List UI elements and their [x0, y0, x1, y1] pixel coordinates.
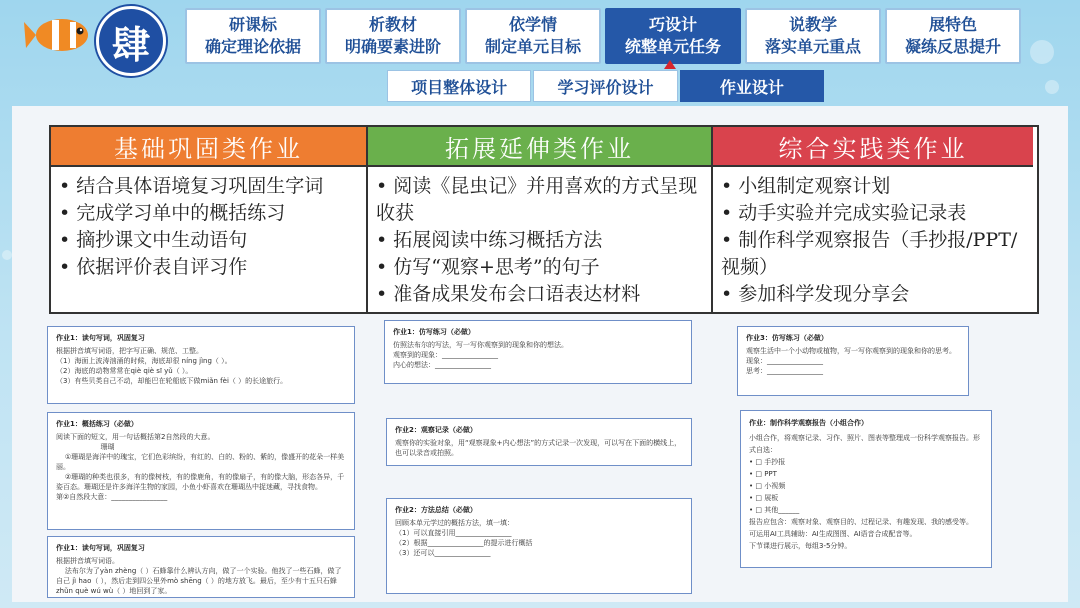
card-line: 观察生活中一个小动物或植物，写一写你观察到的现象和你的思考。: [746, 347, 956, 355]
subtab-homework-design[interactable]: 作业设计: [680, 70, 824, 102]
card-line: （2）海底的动物常常在qiè qiè sī yǔ（ ）。: [56, 367, 193, 375]
active-indicator-arrow-icon: [664, 60, 676, 69]
card-line: ②珊瑚的种类也很多，有的像树枝，有的像鹿角，有的像扇子，有的像大脑，形态各异，千姿百态。珊瑚还是许多海洋生物的家园，小鱼小虾喜欢在珊瑚丛中捉迷藏，寻找食物。: [56, 473, 345, 491]
worksheet-card: [386, 418, 692, 466]
list-item: • 小组制定观察计划: [721, 175, 891, 197]
list-item: • 准备成果发布会口语表达材料: [376, 283, 641, 305]
worksheet-card: [740, 410, 992, 568]
card-line: ①珊瑚是海洋中的瑰宝，它们色彩缤纷，有红的、白的、粉的、紫的，像盛开的花朵一样美丽。: [56, 453, 345, 471]
list-item: • 制作科学观察报告（手抄报/PPT/视频）: [721, 229, 1018, 278]
tab-title: 展特色: [928, 15, 977, 34]
card-line: 珊瑚: [56, 443, 115, 451]
card-line: • □ 小视频: [749, 482, 786, 490]
homework-table: [49, 125, 1039, 314]
bubble-decoration: [1045, 80, 1059, 94]
card-line: 阅读下面的短文，用一句话概括第2自然段的大意。: [56, 433, 215, 441]
bubble-decoration: [1030, 40, 1054, 64]
card-title: 作业1：读句写词，巩固复习: [56, 334, 145, 342]
tab-features[interactable]: [885, 8, 1021, 64]
card-line: 观察你的实验对象，用“观察现象+内心想法”的方式记录一次发现，可以写在下面的横线上，也可以录音或拍照。: [395, 439, 682, 457]
sub-navigation: [387, 70, 824, 102]
column-header: 综合实践类作业: [713, 127, 1033, 167]
subtab-project-design[interactable]: 项目整体设计: [387, 70, 531, 102]
tab-title: 研课标: [228, 15, 277, 34]
card-line: （3）还可以________________: [395, 549, 491, 557]
card-title: 作业2：方法总结（必做）: [395, 506, 477, 514]
card-line: 现象：________________: [746, 357, 823, 365]
card-line: • □ 手抄报: [749, 458, 786, 466]
chapter-badge: 肆: [96, 6, 166, 76]
tab-learner-analysis[interactable]: [465, 8, 601, 64]
card-line: 下节课进行展示，每组3-5分钟。: [749, 542, 852, 550]
card-title: 作业3：仿写练习（必做）: [746, 334, 828, 342]
card-line: 根据拼音填写词语。: [56, 557, 119, 565]
card-title: 作业：制作科学观察报告（小组合作）: [749, 419, 868, 427]
column-basic: [51, 127, 368, 312]
card-line: （3）有些贝类自己不动，却能巴在轮船底下做miǎn fèi（ ）的长途旅行。: [56, 377, 288, 385]
top-navigation: [185, 8, 1021, 64]
worksheet-card: [47, 326, 355, 404]
card-line: 第②自然段大意：________________: [56, 493, 168, 501]
tab-subtitle: 制定单元目标: [484, 37, 581, 56]
bubble-decoration: [2, 250, 12, 260]
card-line: 内心的想法：________________: [393, 361, 491, 369]
card-line: （2）根据________________的提示进行概括: [395, 539, 533, 547]
tab-teaching[interactable]: [745, 8, 881, 64]
worksheet-card: [386, 498, 692, 594]
column-body: [368, 167, 711, 308]
tab-analyze-textbook[interactable]: [325, 8, 461, 64]
card-line: 法布尔为了yàn zhèng（ ）石蜂靠什么辨认方向，做了一个实验。他找了一些石蜂，做了自己 jì hao（ ），然后走到四公里外mò shēng（ ）的地方放飞。最后，至少有十五只石蜂zhǔn què wú wù（ ）地回到了家。: [56, 567, 342, 595]
card-title: 作业1：仿写练习（必做）: [393, 328, 475, 336]
tab-subtitle: 统整单元任务: [624, 37, 721, 56]
card-line: • □ 其他______: [749, 506, 800, 514]
card-line: 回顾本单元学过的概括方法，填一填：: [395, 519, 514, 527]
tab-subtitle: 明确要素进阶: [344, 37, 441, 56]
card-line: （1）海面上波涛汹涌的时候，海底却很 níng jìng（ ）。: [56, 357, 232, 365]
column-header: 拓展延伸类作业: [368, 127, 711, 167]
column-practice: [713, 127, 1033, 312]
tab-research-standards[interactable]: [185, 8, 321, 64]
card-title: 作业1：概括练习（必做）: [56, 420, 138, 428]
tab-subtitle: 落实单元重点: [764, 37, 861, 56]
tab-title: 巧设计: [648, 15, 697, 34]
card-line: （1）可以直接引用________________: [395, 529, 512, 537]
column-header: 基础巩固类作业: [51, 127, 366, 167]
list-item: • 仿写“观察+思考”的句子: [376, 256, 600, 278]
column-extension: [368, 127, 713, 312]
worksheet-card: [737, 326, 969, 396]
tab-title: 依学情: [508, 15, 557, 34]
subtab-assessment-design[interactable]: 学习评价设计: [533, 70, 677, 102]
tab-title: 说教学: [788, 15, 837, 34]
card-line: 根据拼音填写词语，把字写正确、规范、工整。: [56, 347, 203, 355]
list-item: • 结合具体语境复习巩固生字词: [59, 175, 324, 197]
clownfish-icon: [22, 12, 96, 58]
list-item: • 动手实验并完成实验记录表: [721, 202, 967, 224]
tab-subtitle: 凝练反思提升: [904, 37, 1001, 56]
list-item: • 参加科学发现分享会: [721, 283, 910, 305]
card-line: 报告应包含：观察对象、观察目的、过程记录、有趣发现、我的感受等。: [749, 518, 973, 526]
card-line: 思考：________________: [746, 367, 823, 375]
card-line: 仿照法布尔的写法，写一写你观察到的现象和你的想法。: [393, 341, 568, 349]
card-title: 作业2：观察记录（必做）: [395, 426, 477, 434]
list-item: • 依据评价表自评习作: [59, 256, 248, 278]
worksheet-card: [47, 536, 355, 598]
card-line: • □ 展板: [749, 494, 779, 502]
list-item: • 阅读《昆虫记》并用喜欢的方式呈现收获: [376, 175, 698, 224]
card-line: 可运用AI工具辅助：AI生成图图、AI语音合成配音等。: [749, 530, 917, 538]
worksheet-card: [47, 412, 355, 530]
card-line: 小组合作，将观察记录、习作、照片、图表等整理成一份科学观察报告。形式自选：: [749, 434, 980, 454]
card-line: • □ PPT: [749, 470, 777, 478]
column-body: [713, 167, 1033, 308]
tab-title: 析教材: [368, 15, 417, 34]
card-line: 观察到的现象：________________: [393, 351, 498, 359]
tab-design-tasks[interactable]: [605, 8, 741, 64]
card-title: 作业1：读句写词，巩固复习: [56, 544, 145, 552]
column-body: [51, 167, 366, 281]
tab-subtitle: 确定理论依据: [204, 37, 301, 56]
list-item: • 摘抄课文中生动语句: [59, 229, 248, 251]
list-item: • 完成学习单中的概括练习: [59, 202, 286, 224]
worksheet-card: [384, 320, 692, 384]
list-item: • 拓展阅读中练习概括方法: [376, 229, 603, 251]
